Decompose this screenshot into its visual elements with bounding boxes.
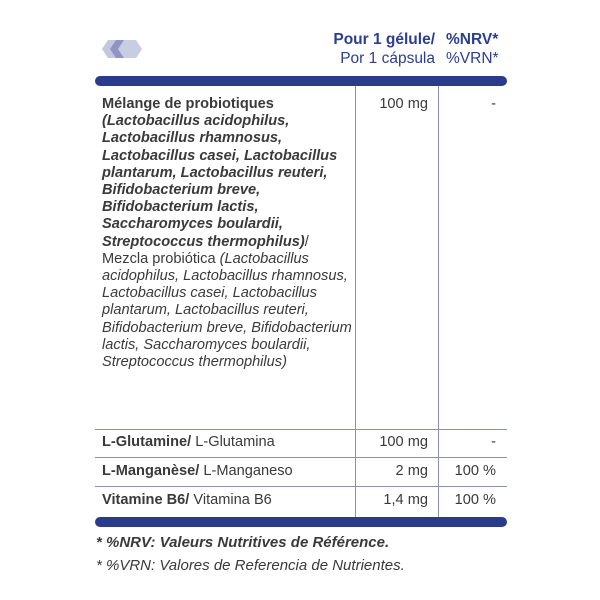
row-divider-1	[95, 429, 507, 430]
footnote-vrn: * %VRN: Valores de Referencia de Nutrientes.	[96, 557, 405, 574]
probiotics-name-es: / Mezcla probiótica	[102, 233, 309, 267]
column-divider-2	[438, 86, 439, 517]
row-divider-2	[95, 457, 507, 458]
serving-header	[235, 30, 435, 68]
glutamine-amount: 100 mg	[379, 434, 428, 450]
probiotics-strains-fr: (Lactobacillus acidophilus, Lactobacillus rhamnosus, Lactobacillus casei, Lactobacillus plantarum, Lactobacillus reuteri, Bifidobacterium breve, Bifidobacterium lactis, Saccharomyces boulardii, Streptococcus thermophilus)	[102, 113, 338, 250]
serving-fr: Pour 1 gélule/	[333, 31, 435, 48]
table-row-vitamin-b6-name	[102, 492, 352, 509]
vitamin-b6-amount: 1,4 mg	[383, 492, 428, 508]
manganese-name-es: L-Manganeso	[199, 463, 293, 479]
row-divider-3	[95, 486, 507, 487]
glutamine-nrv: -	[491, 434, 496, 450]
manganese-nrv: 100 %	[454, 463, 496, 479]
manganese-amount: 2 mg	[395, 463, 428, 479]
manganese-name-fr: L-Manganèse/	[102, 463, 200, 479]
nrv-label: %NRV*	[446, 31, 499, 48]
footnote-nrv: * %NRV: Valeurs Nutritives de Référence.	[96, 534, 390, 551]
glutamine-name-es: L-Glutamina	[191, 434, 275, 450]
nrv-header	[446, 30, 526, 68]
probiotics-strains-es: (Lactobacillus acidophilus, Lactobacillus rhamnosus, Lactobacillus casei, Lactobacillus plantarum, Lactobacillus reuteri, Bifidobacterium breve, Bifidobacterium lactis, Saccharomyces boulardii, Streptococcus thermophilus)	[102, 250, 352, 371]
vrn-label: %VRN*	[446, 50, 499, 67]
table-row-manganese-name	[102, 463, 352, 480]
table-top-band	[95, 76, 507, 86]
column-divider-1	[355, 86, 356, 517]
probiotics-amount: 100 mg	[379, 96, 428, 112]
probiotics-nrv: -	[491, 96, 496, 112]
table-row-glutamine-name	[102, 434, 352, 451]
vitamin-b6-nrv: 100 %	[454, 492, 496, 508]
table-row-probiotics-name	[102, 96, 352, 371]
vitamin-b6-name-fr: Vitamine B6/	[102, 492, 190, 508]
table-bottom-band	[95, 517, 507, 527]
glutamine-name-fr: L-Glutamine/	[102, 434, 192, 450]
hexagon-logo-icon	[100, 38, 144, 60]
serving-es: Por 1 cápsula	[340, 50, 435, 67]
probiotics-name-fr: Mélange de probiotiques	[102, 96, 274, 112]
vitamin-b6-name-es: Vitamina B6	[189, 492, 272, 508]
